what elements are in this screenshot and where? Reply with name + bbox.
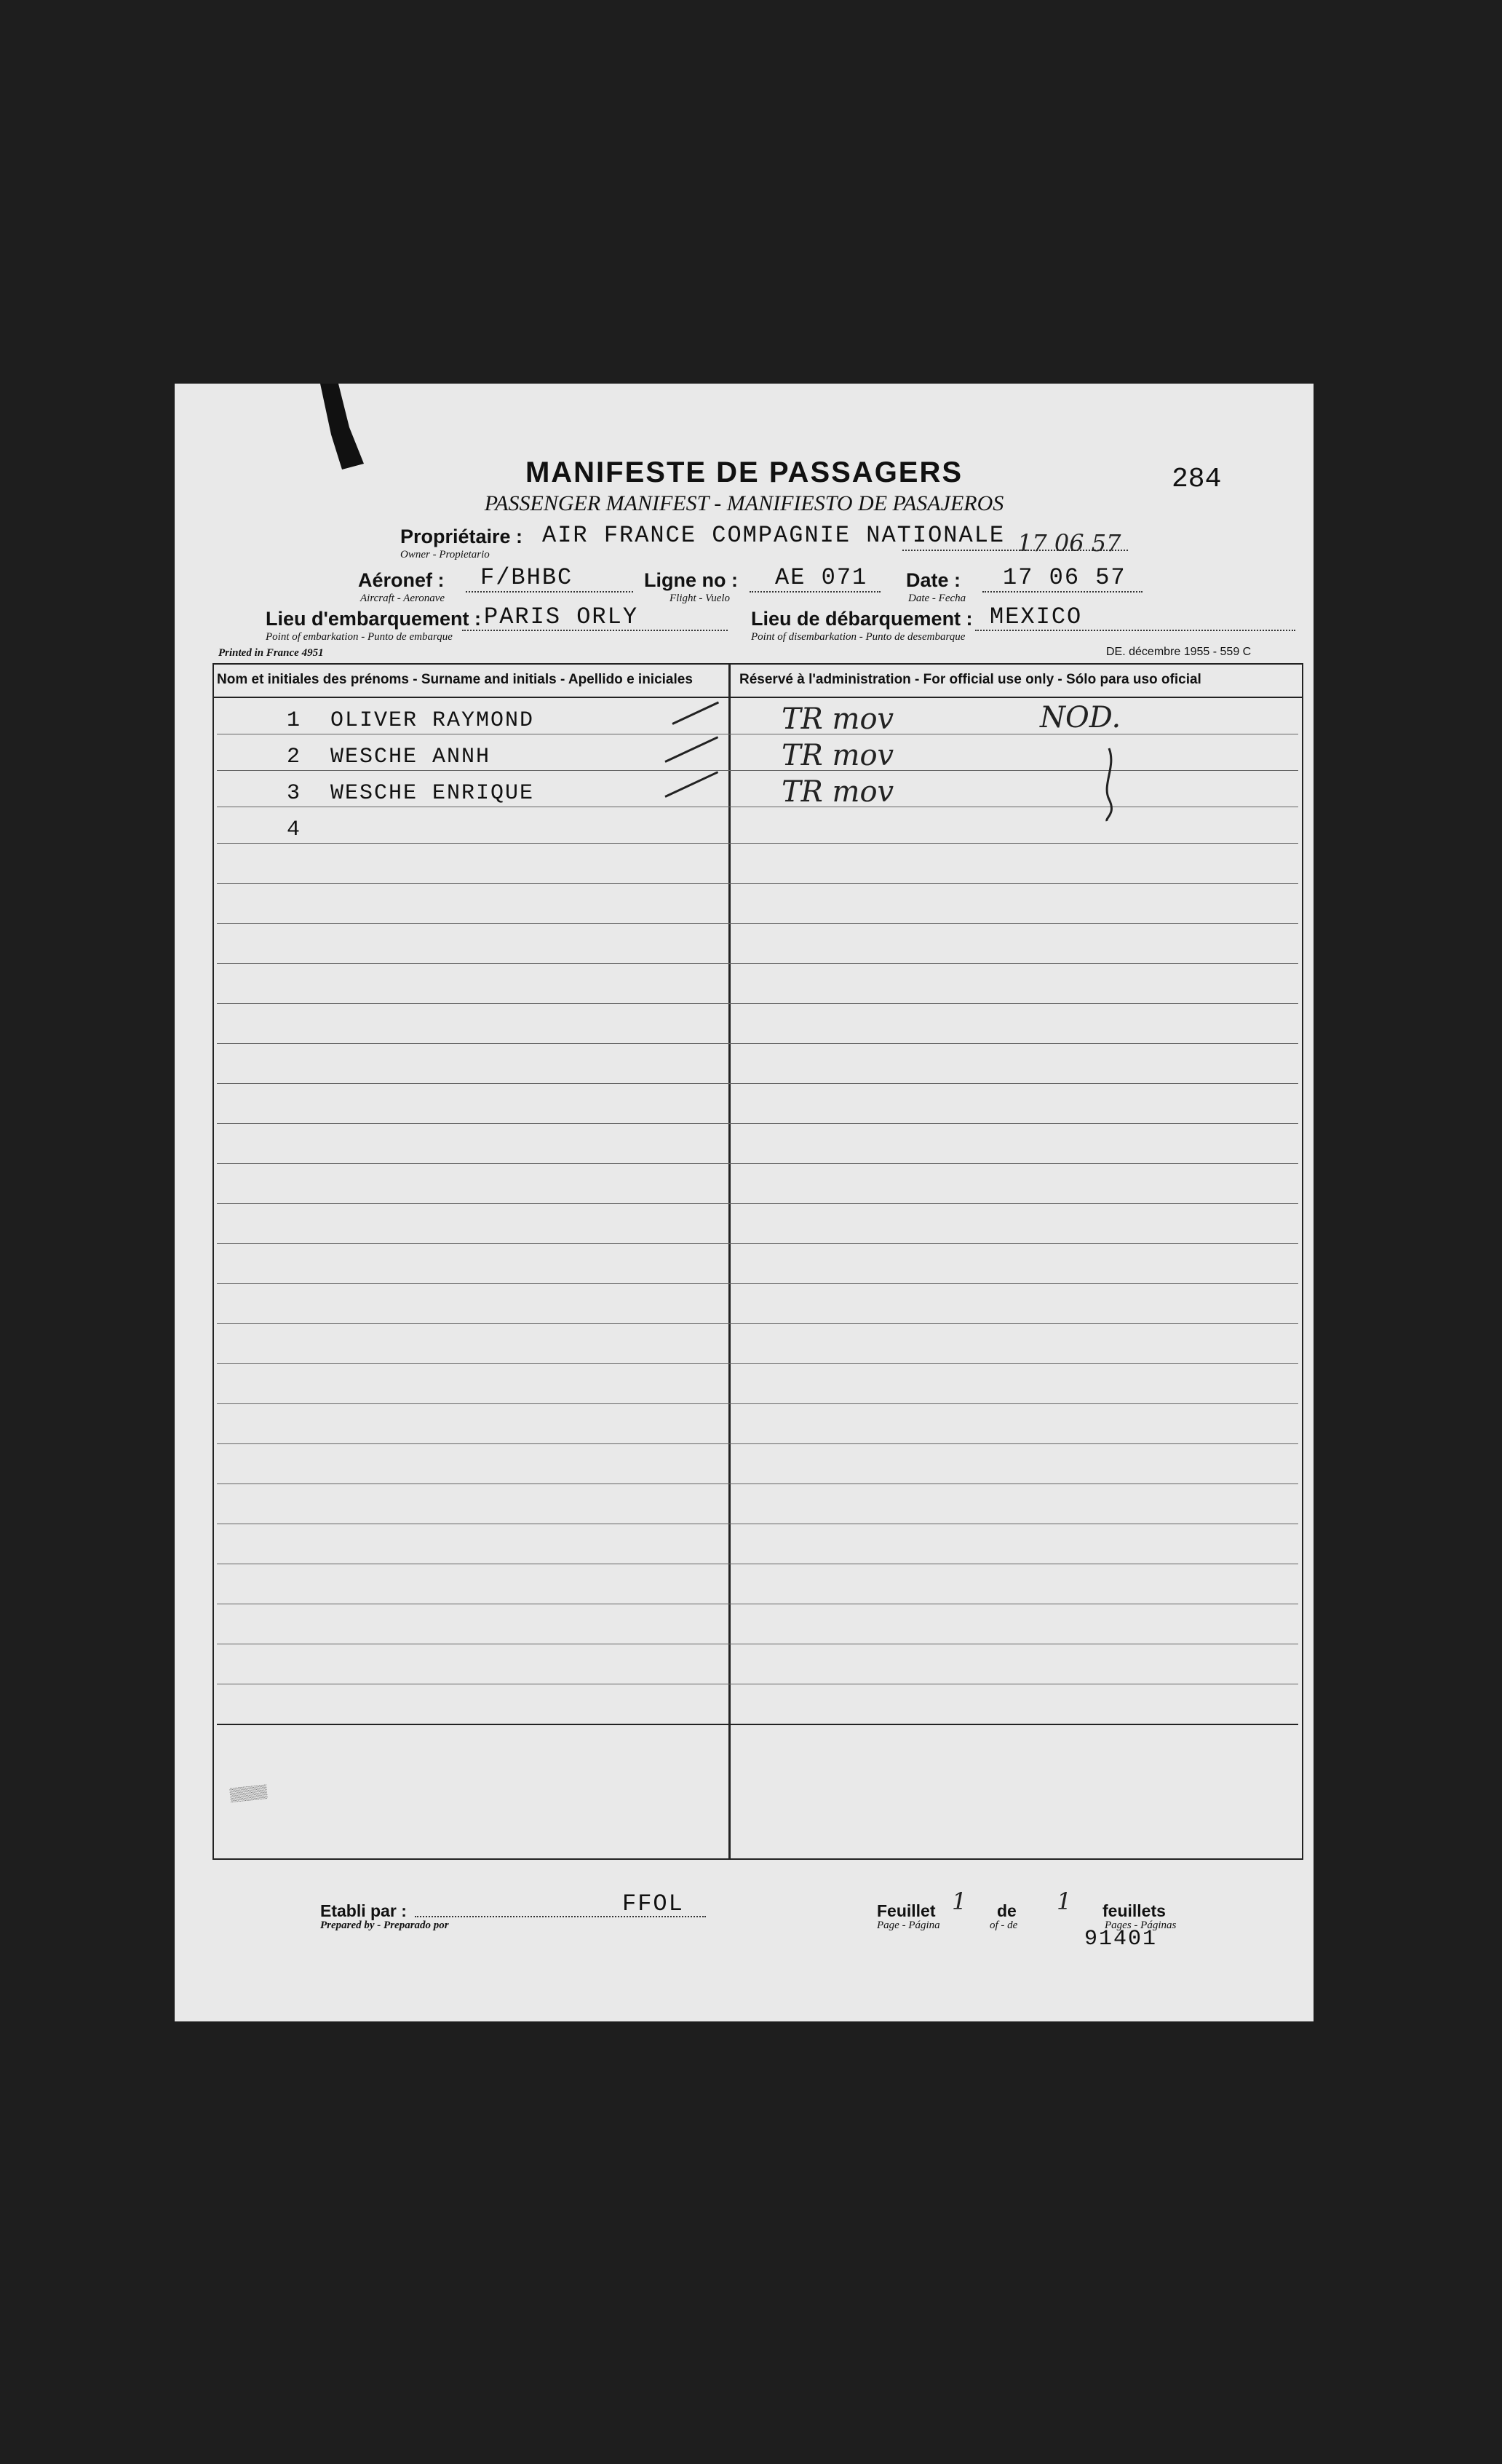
- manifest-sheet: [175, 384, 1314, 2021]
- owner-label: Propriétaire :: [400, 526, 523, 547]
- page-sublabel: Page - Página: [877, 1920, 940, 1931]
- passenger-name: OLIVER RAYMOND: [330, 708, 535, 733]
- passenger-number: 2: [287, 745, 301, 769]
- owner-sublabel: Owner - Propietario: [400, 549, 490, 560]
- sheet-label: Feuillet: [877, 1901, 936, 1920]
- passenger-name: WESCHE ANNH: [330, 745, 491, 769]
- flight-label: Ligne no :: [644, 569, 738, 591]
- disembark-label: Lieu de débarquement :: [751, 608, 973, 630]
- aircraft-sublabel: Aircraft - Aeronave: [360, 593, 445, 604]
- document-title: MANIFESTE DE PASSAGERS: [525, 456, 963, 488]
- embark-value: PARIS ORLY: [484, 603, 639, 630]
- admin-note: TR mov: [782, 739, 894, 772]
- brace-mark: [1098, 745, 1120, 825]
- date-label: Date :: [906, 569, 961, 591]
- document-subtitle: PASSENGER MANIFEST - MANIFIESTO DE PASAJEROS: [484, 491, 1004, 515]
- of-sublabel: of - de: [990, 1920, 1018, 1931]
- embark-sublabel: Point of embarkation - Punto de embarque: [266, 631, 453, 643]
- embark-label: Lieu d'embarquement :: [266, 608, 481, 630]
- pages-sublabel: Pages - Páginas: [1105, 1920, 1177, 1931]
- admin-column-header: Réservé à l'administration - For official use only - Sólo para uso oficial: [739, 672, 1201, 687]
- date-value: 17 06 57: [1003, 564, 1126, 591]
- disembark-sublabel: Point of disembarkation - Punto de desembarque: [751, 631, 966, 643]
- passenger-number: 1: [287, 708, 301, 733]
- check-mark: [664, 736, 718, 763]
- owner-handwritten-date: 17 06 57: [1017, 529, 1121, 557]
- admin-note: TR mov: [782, 775, 894, 809]
- flight-value: AE 071: [775, 564, 868, 591]
- check-mark: [664, 771, 718, 798]
- column-divider: [728, 665, 731, 1858]
- prepared-by-sublabel: Prepared by - Preparado por: [320, 1920, 449, 1931]
- admin-note: TR mov: [782, 702, 894, 736]
- admin-note-extra: NOD.: [1040, 701, 1121, 734]
- passenger-number: 4: [287, 817, 301, 842]
- check-mark: [672, 702, 719, 725]
- page-number: 284: [1172, 464, 1222, 495]
- faded-stamp: ▒▒▒▒: [229, 1783, 268, 1802]
- table-header: [214, 665, 1302, 698]
- aircraft-label: Aéronef :: [358, 569, 445, 591]
- date-sublabel: Date - Fecha: [908, 593, 966, 604]
- of-value: 1: [1057, 1887, 1072, 1915]
- passenger-table: [212, 663, 1303, 1860]
- flight-sublabel: Flight - Vuelo: [669, 593, 731, 604]
- reference-number: 91401: [1084, 1927, 1158, 1952]
- sheet-value: 1: [952, 1887, 967, 1915]
- passenger-name: WESCHE ENRIQUE: [330, 781, 535, 806]
- disembark-value: MEXICO: [990, 603, 1083, 630]
- owner-value: AIR FRANCE COMPAGNIE NATIONALE: [542, 522, 1006, 549]
- passenger-number: 3: [287, 781, 301, 806]
- of-label: de: [997, 1901, 1017, 1920]
- prepared-by-label: Etabli par :: [320, 1901, 407, 1920]
- sheets-label: feuillets: [1102, 1901, 1166, 1920]
- printed-info: Printed in France 4951: [218, 647, 324, 659]
- prepared-by-value: FFOL: [622, 1890, 684, 1917]
- names-column-header: Nom et initiales des prénoms - Surname and initials - Apellido e iniciales: [217, 672, 693, 687]
- aircraft-value: F/BHBC: [480, 564, 573, 591]
- form-code: DE. décembre 1955 - 559 C: [1106, 646, 1252, 658]
